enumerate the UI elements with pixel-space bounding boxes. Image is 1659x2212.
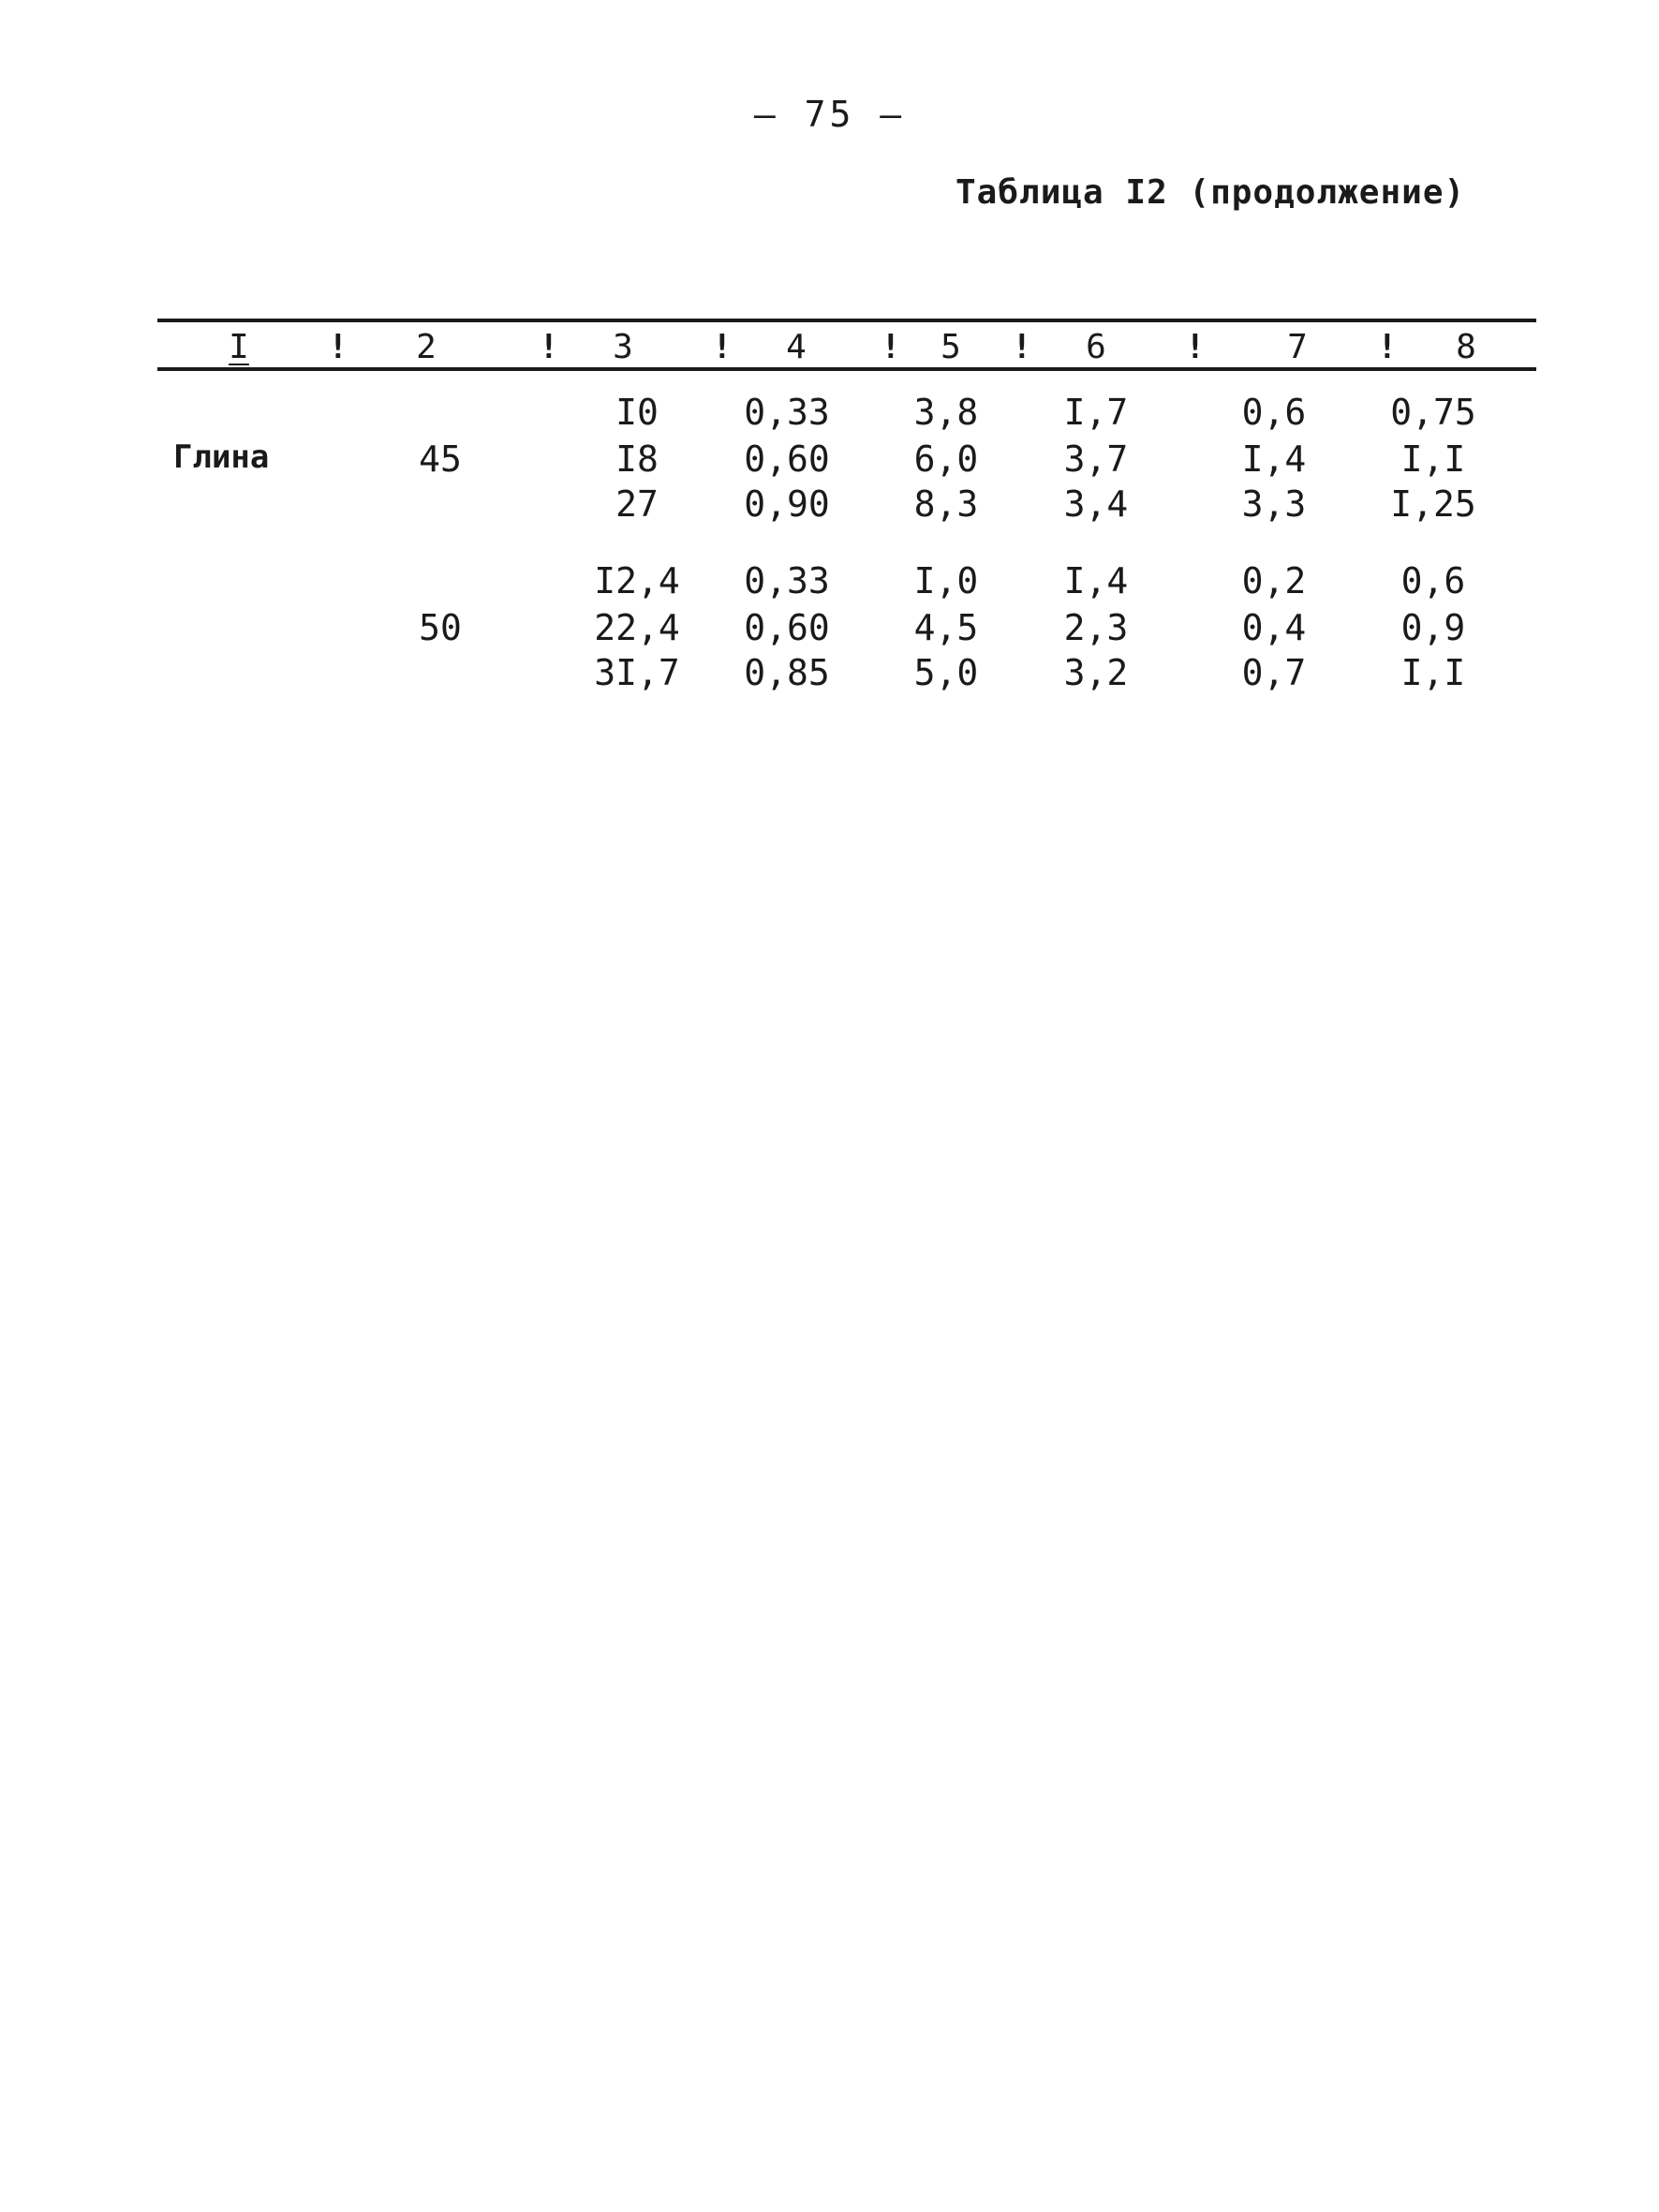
header-col-6: 6: [1086, 328, 1106, 366]
header-separator: !: [328, 328, 348, 366]
header-col-1: I: [229, 328, 249, 366]
table-top-rule: [157, 319, 1536, 322]
table-cell: 3I,7: [594, 652, 680, 693]
table-cell: I,7: [1063, 392, 1129, 433]
table-cell: 3,3: [1241, 483, 1307, 525]
table-cell: 3,4: [1063, 483, 1129, 525]
table-cell: 0,60: [744, 438, 830, 480]
table-cell: 0,60: [744, 607, 830, 648]
table-cell: I,I: [1400, 652, 1466, 693]
header-separator: !: [1185, 328, 1206, 366]
group-col2-value: 50: [419, 607, 462, 648]
header-separator: !: [881, 328, 901, 366]
table-cell: 0,9: [1400, 607, 1466, 648]
table-cell: I,4: [1063, 560, 1129, 601]
header-col-4: 4: [786, 328, 807, 366]
header-separator: !: [712, 328, 733, 366]
table-cell: 0,4: [1241, 607, 1307, 648]
table-cell: I8: [615, 438, 659, 480]
table-cell: 8,3: [913, 483, 979, 525]
table-cell: 0,6: [1400, 560, 1466, 601]
table-cell: 3,8: [913, 392, 979, 433]
header-col-8: 8: [1456, 328, 1476, 366]
header-col-5: 5: [941, 328, 961, 366]
table-header-row: [0, 328, 1659, 367]
table-cell: 22,4: [594, 607, 680, 648]
table-cell: I,0: [913, 560, 979, 601]
header-col-2: 2: [416, 328, 437, 366]
header-separator: !: [539, 328, 559, 366]
table-caption: Таблица I2 (продолжение): [955, 173, 1466, 212]
table-cell: 0,75: [1390, 392, 1476, 433]
page-number: – 75 –: [753, 94, 906, 135]
header-col-7: 7: [1287, 328, 1308, 366]
material-label: Глина: [173, 438, 270, 476]
table-cell: I,25: [1390, 483, 1476, 525]
table-cell: I,4: [1241, 438, 1307, 480]
table-cell: 2,3: [1063, 607, 1129, 648]
table-cell: 5,0: [913, 652, 979, 693]
header-separator: !: [1377, 328, 1398, 366]
table-cell: 6,0: [913, 438, 979, 480]
table-cell: I0: [615, 392, 659, 433]
group-col2-value: 45: [419, 438, 462, 480]
table-cell: 0,2: [1241, 560, 1307, 601]
table-cell: 27: [615, 483, 659, 525]
header-col-3: 3: [613, 328, 633, 366]
table-cell: I2,4: [594, 560, 680, 601]
table-cell: 0,85: [744, 652, 830, 693]
table-cell: 0,6: [1241, 392, 1307, 433]
header-separator: !: [1012, 328, 1032, 366]
table-cell: 0,33: [744, 560, 830, 601]
table-cell: 3,7: [1063, 438, 1129, 480]
table-header-rule: [157, 367, 1536, 371]
table-cell: 3,2: [1063, 652, 1129, 693]
table-cell: 0,33: [744, 392, 830, 433]
table-cell: 4,5: [913, 607, 979, 648]
table-cell: 0,7: [1241, 652, 1307, 693]
table-cell: I,I: [1400, 438, 1466, 480]
table-cell: 0,90: [744, 483, 830, 525]
